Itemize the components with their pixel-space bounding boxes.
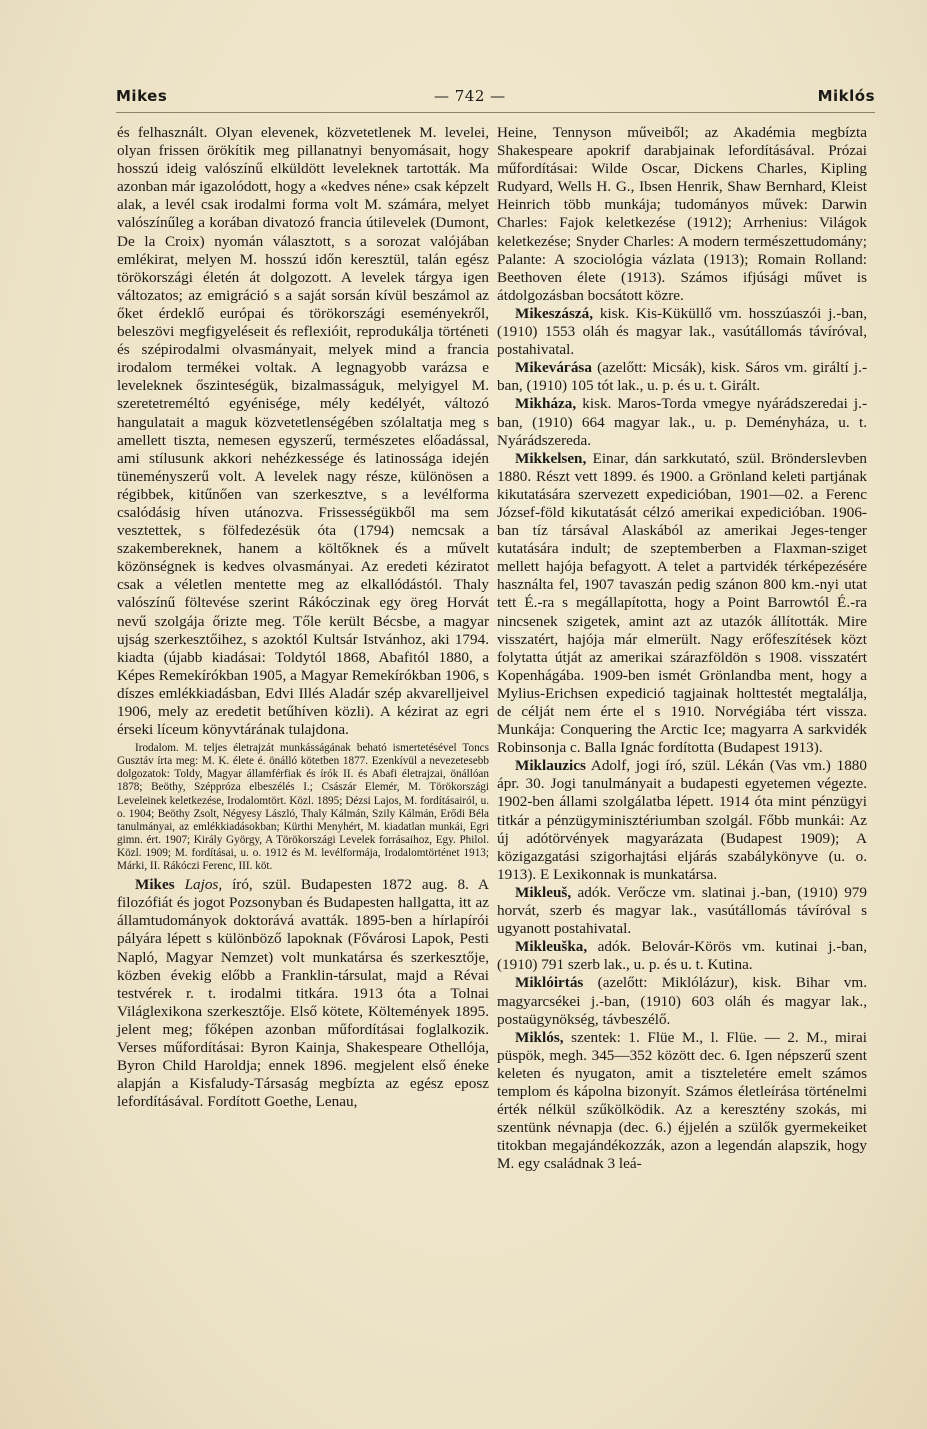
entry-headword: Mikeváгása: [515, 359, 592, 377]
entry-mikeszasza: [497, 305, 867, 359]
entry-headword: Mikleuška,: [515, 938, 588, 956]
left-column: [117, 124, 489, 1111]
header-right-keyword: Miklós: [817, 87, 875, 105]
entry-headword: Mikes: [135, 876, 175, 894]
entry-text: (azelőtt: Micsák), kisk. Sáros vm. giráltí j.-ban, (1910) 105 tót lak., u. p. és u. t. Girált.: [497, 359, 868, 395]
entry-text: kisk. Kis-Küküllő vm. hosszúaszói j.-ban, (1910) 1553 oláh és magyar lak., vasútállomás távíróval, postahivatal.: [497, 304, 867, 359]
page-number: — 742 —: [434, 87, 506, 105]
entry-mikloirtas: [497, 974, 867, 1028]
entry-headword: Mikkelsen,: [515, 449, 587, 467]
entry-text: (azelőtt: Miklólázur), kisk. Bihar vm. magyarcsékei j.-ban, (1910) 603 oláh és magyar lak., postaügynökség, távbeszélő.: [497, 974, 868, 1028]
entry-mikhaza: [497, 395, 867, 449]
entry-text: adók. Verőcze vm. slatinai j.-ban, (1910) 979 horvát, szerb és magyar lak., vasútállomás távíróval s ugyanott postahivatal.: [497, 883, 867, 938]
entry-headword: Mikleuš,: [515, 883, 572, 901]
header-rule: [116, 112, 875, 113]
entry-mikevagasa: [497, 359, 867, 395]
entry-headword: Miklós,: [515, 1028, 564, 1046]
entry-mikes-lajos: [117, 876, 489, 1111]
entry-continuation-right: Heine, Tennyson műveiből; az Akadémia megbízta Shakespeare apokrif darabjainak lefordításával. Prózai műfordításai: Wilde Oscar, Dickens Charles, Kipling Rudyard, Wells H. G., Ibsen Henrik, Shaw Bernhard, Kleist Heinrich több munkája; tudományos művek: Darwin Charles: Fajok keletkezése (1912); Arrhenius: Világok keletkezése; Snyder Charles: A modern természettudomány; Palante: A szociológia vázlata (1913); Romain Rolland: Beethoven élete (1913). Számos ifjúsági művet is átdolgozásban bocsátott közre.: [497, 124, 867, 304]
entry-headword: Miklóirtás: [515, 974, 584, 992]
entry-mikkelsen: [497, 450, 867, 758]
entry-text: adók. Belovár-Körös vm. kutinai j.-ban, (1910) 791 szerb lak., u. p. és u. t. Kutina.: [497, 938, 867, 974]
entry-text: Adolf, jogi író, szül. Lékán (Vas vm.) 1880 ápr. 30. Jogi tanulmányait a budapesti egyetemen végezte. 1902-ben állami szolgálatba lépett. 1914 óta mint pénzügyi titkár a pénzügyminisztériumban szolgál. Főbb munkái: Az új adótörvények magyarázata (Budapest 1909); A közigazgatási szigorhajtási eljárás szabálykönyve (u. o. 1913). E Lexikonnak is munkatársa.: [497, 757, 867, 883]
entry-name: Lajos,: [184, 876, 223, 894]
entry-headword: Mikeszászá,: [515, 304, 594, 322]
entry-headword: Mikháza,: [515, 395, 577, 413]
header-left-keyword: Mikes: [116, 87, 168, 105]
entry-mikleuska: [497, 938, 867, 974]
entry-mikleus: [497, 884, 867, 938]
entry-text: kisk. Maros-Torda vmegye nyárádszeredai j.-ban, (1910) 664 magyar lak., u. p. Deményháza, u. t. Nyárádszereda.: [497, 395, 868, 449]
entry-miklos: [497, 1029, 867, 1174]
entry-miklauzics: [497, 757, 867, 884]
entry-text: szentek: 1. Flüe M., l. Flüe. — 2. M., mirai püspök, megh. 345—352 között dec. 6. Igen népszerű szent keleten és nyugaton, amit a tiszteletére emelt számos templom és kápolna bizonyít. Számos életleírása történelmi érték nélkül szűkölködik. Az a keresztény szokás, mi szentünk névnapja (dec. 6.) éjjelén a szülők gyermekeiket titokban megajándékozzák, azon a legendán alapszik, hogy M. egy családnak 3 leá-: [497, 1028, 868, 1173]
entry-text: Einar, dán sarkkutató, szül. Brönderslevben 1880. Részt vett 1899. és 1900. a Grönland keleti partjának kikutatására szervezett expedicióban, 1901—02. a Ferenc József-föld kikutatását célzó amerikai expedicióban. 1906-ban tíz társával Alaskából az amerikai Jeges-tenger kutatására indult; de szeptemberben a Flaxman-sziget mellett hajója befagyott. A telet a partvidék térképezésére használta fel, 1907 tavaszán pedig szánon 800 km.-nyi utat tett É.-ra s megállapította, hogy a Point Barrowtól É.-ra nincsenek szigetek, amint azt az utazók állították. Mire visszatért, hajója már elmerült. Nagy erőfeszítések közt folytatta útját az amerikai szárazföldön s 1908. visszatért Kopenhágába. 1909-ben ismét Grönlandba ment, hogy a Mylius-Erichsen expedició tagjainak holttestét megtalálja, de célját nem érte el s 1910. Norvégiába tért vissza. Munkája: Conquering the Arctic Ice; magyarra A sarkvidék Robinsonja c. Balla Ignác fordította (Budapest 1913).: [497, 449, 868, 757]
page-header: [116, 87, 875, 111]
entry-headword: Miklauzics: [515, 757, 586, 775]
entry-continuation: és felhasznált. Olyan elevenek, közvetetlenek M. levelei, olyan frissen örökítik meg pillanatnyi benyomásait, hogy hosszú ideig valószínű elküldött leveleknek tartották. Ma azonban már igazolódott, hogy a «kedves néne» csak képzelt alak, a levél csak irodalmi forma volt M. számára, melyet valószínűleg a korában divatozó francia útilevelek (Dumont, De la Croix) nyomán választott, s a sorozat valójában emlékirat, melyen M. hosszú időn keresztül, talán egész törökországi életén át dolgozott. A levelek tárgya igen változatos; az emigráció s a saját sorsán kívül beszámol az őket érdeklő európai és törökországi eseményekről, beleszövi megfigyeléseit és reflexióit, reprodukálja történeti és szépirodalmi olvasmányait, melyek mind a francia irodalom termékei voltak. A legnagyobb varázsa e leveleknek őszinteségük, bizalmasságuk, melyigyel M. szeretetreméltó egyénisége, mély kedélyét, változó hangulatait a maguk közvetetlenségében szólaltatja meg s amellett tiszta, nemesen egyszerű, természetes előadással, ami stílusunk akkori nehézkessége és latinossága idején tüneményszerű volt. A levelek nagy része, különösen a régibbek, kitűnően van szerkesztve, s a levélforma csalódásig híven utánozva. Frissességükből ma sem vesztettek, s fölfedezésük óta (1794) nemcsak a szakembereknek, hanem a költőknek és a művelt közönségnek is kedves olvasmányai. Az eredeti kéziratot csak a véletlen mentette meg az elkallódástól. Thaly valószínű föltevése szerint Rákóczinak egy öreg Horvát nevű szolgája őrizte meg. Tőle került Bécsbe, a magyar ujság szerkesztőihez, s azoktól Kultsár Istvánhoz, aki 1794. kiadta (újabb kiadásai: Toldytól 1868, Abafitól 1880, a Képes Remekírókban 1905, a Magyar Remekírókban 1906, s díszes emlékkiadásban, Edvi Illés Aladár szép akvarelljeivel 1906, mely az eredetit betűhíven közli). A kézirat az egri érseki líceum könyvtárának tulajdona.: [117, 124, 489, 739]
right-column: [497, 124, 867, 1173]
bibliography: Irodalom. M. teljes életrajzát munkásságának beható ismertetésével Toncs Gusztáv írta meg: M. K. élete é. önálló kötetben 1877. Ezenkívül a nevezetesebb dolgozatok: Toldy, Magyar államférfiak és írók II. és Abafi életrajzai, önállóan 1878; Beöthy, Széppróza elbeszélés I.; Császár Elemér, M. Törökországi Leveleinek keletkezése, Irodalomtört. Közl. 1895; Dézsi Lajos, M. fordításairól, u. o. 1904; Beöthy Zsolt, Négyesy László, Thaly Kálmán, Szily Kálmán, Erődi Béla tanulmányai, az emlékkiadásokban; Kürthi Menyhért, M. kiadatlan munkái, Egri gimn. ért. 1907; Király György, A Törökországi Levelek forrásaihoz, Egy. Philol. Közl. 1909; M. fordításai, u. o. 1912 és M. levélformája, Irodalomtörténet 1913; Márki, II. Rákóczi Ferenc, III. köt.: [117, 742, 489, 873]
entry-text: író, szül. Budapesten 1872 aug. 8. A filozófiát és jogot Pozsonyban és Budapesten hallgatta, itt az államtudományok doktorává avatták. 1895-ben a hírlapírói pályára lépett s különböző lapoknak (Fővárosi Lapok, Pesti Napló, Magyar Nemzet) volt munkatársa és szerkesztője, közben évekig előbb a Franklin-társulat, majd a Révai testvérek r. t. irodalmi titkára. 1913 óta a Tolnai Világlexikona szerkesztője. Első kötete, Költemények 1895. jelent meg; főképen azonban műfordításai foglalkozik. Verses műfordításai: Byron Kainja, Shakespeare Othellója, Byron Child Haroldja; ennek 1896. megjelent első éneke alapján a Kisfaludy-Társaság megbízta az egész eposz lefordításával. Fordított Goethe, Lenau,: [117, 876, 489, 1111]
